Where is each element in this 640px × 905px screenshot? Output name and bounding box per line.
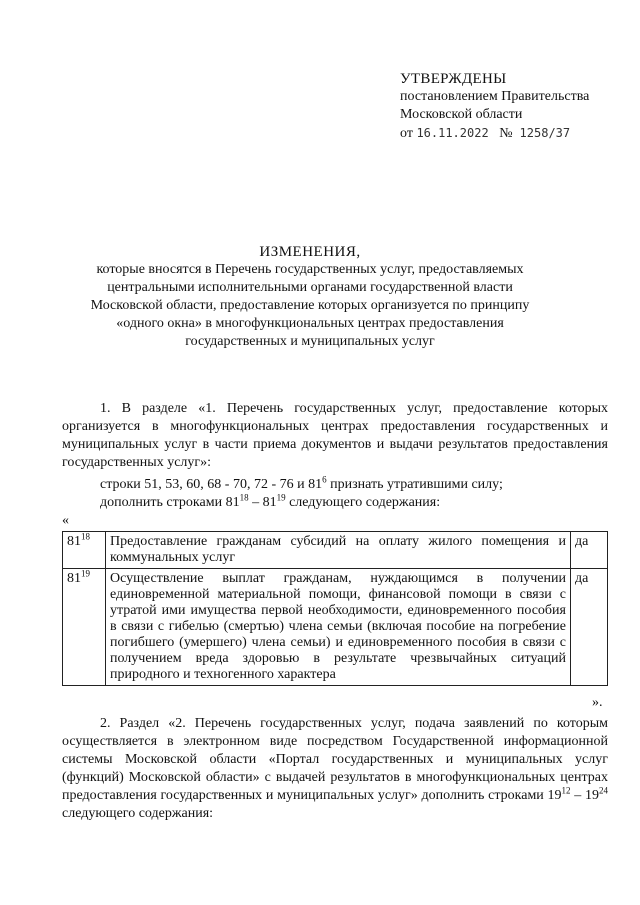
rows-added-sup-1: 18 — [239, 492, 249, 503]
rows-added-text: дополнить строками 81 — [100, 495, 240, 510]
quote-open: « — [62, 513, 69, 528]
number-sign: № — [499, 126, 513, 141]
subtitle-line: которые вносятся в Перечень государственных услуг, предоставляемых — [96, 262, 524, 277]
approval-status: УТВЕРЖДЕНЫ — [400, 71, 507, 87]
quote-close: ». — [592, 695, 603, 710]
row-service-name: Осуществление выплат гражданам, нуждающимся в получении единовременной материальной помощи, финансовой помощи в связи с утратой ими имущества первой необходимости, единовременного пособия в связи с гибелью (смертью) члена семьи (включая пособие на погребение погибшего (умершего) члена семьи) и единовременного пособия в связи с получением вреда здоровью в результате чрезвычайных ситуаций природного и техногенного характера — [106, 569, 571, 686]
row-number-sup: 18 — [81, 531, 90, 542]
row-number — [63, 532, 106, 569]
subtitle-line: «одного окна» в многофункциональных центрах предоставления — [116, 316, 504, 331]
rows-removed-tail: признать утратившими силу; — [326, 477, 503, 492]
section-1-rows-added — [100, 494, 440, 512]
document-title — [60, 243, 560, 351]
section-1-rows-removed — [100, 476, 503, 494]
row-number-sup: 19 — [81, 568, 90, 579]
row-number-text: 81 — [67, 571, 81, 586]
approval-block — [400, 70, 630, 143]
subtitle-line: государственных и муниципальных услуг — [185, 334, 435, 349]
section-2-tail: следующего содержания: — [62, 806, 214, 821]
row-flag: да — [571, 532, 608, 569]
row-service-name: Предоставление гражданам субсидий на оплату жилого помещения и коммунальных услуг — [106, 532, 571, 569]
approval-date-line — [400, 124, 630, 143]
date-prefix: от — [400, 126, 413, 141]
rows-removed-text: строки 51, 53, 60, 68 - 70, 72 - 76 и 81 — [100, 477, 323, 492]
section-2-sup-2: 24 — [599, 785, 609, 796]
section-2-mid: – 19 — [570, 788, 600, 803]
section-2-text: 2. Раздел «2. Перечень государственных услуг, подача заявлений по которым осуществляется в электронном виде посредством Государственной информационной системы Московской области «Портал государственных и муниципальных услуг (функций) Московской области» с выдачей результатов в многофункциональных центрах предоставления государственных и муниципальных услуг» дополнить строками 19 — [62, 716, 608, 803]
title-heading: ИЗМЕНЕНИЯ, — [259, 244, 361, 260]
rows-removed-sup: 6 — [322, 474, 327, 485]
table-row — [63, 569, 608, 686]
services-table — [62, 531, 608, 686]
approval-number: 1258/37 — [519, 126, 571, 140]
rows-added-mid: – 81 — [248, 495, 277, 510]
row-number-text: 81 — [67, 534, 81, 549]
table-row — [63, 532, 608, 569]
rows-added-sup-2: 19 — [276, 492, 286, 503]
row-flag: да — [571, 569, 608, 686]
section-1-paragraph: 1. В разделе «1. Перечень государственных услуг, предоставление которых организуется в многофункциональных центрах предоставления государственных и муниципальных услуг в части приема документов и выдачи результатов предоставления государственных услуг»: — [62, 401, 608, 470]
section-2-sup-1: 12 — [561, 785, 571, 796]
subtitle-line: центральными исполнительными органами государственной власти — [107, 280, 513, 295]
approval-line-2: Московской области — [400, 107, 523, 122]
row-number — [63, 569, 106, 686]
rows-added-tail: следующего содержания: — [285, 495, 441, 510]
approval-date: 16.11.2022 — [416, 126, 489, 140]
section-2-paragraph — [62, 715, 608, 823]
subtitle-line: Московской области, предоставление которых организуется по принципу — [90, 298, 530, 313]
approval-line-1: постановлением Правительства — [400, 89, 590, 104]
